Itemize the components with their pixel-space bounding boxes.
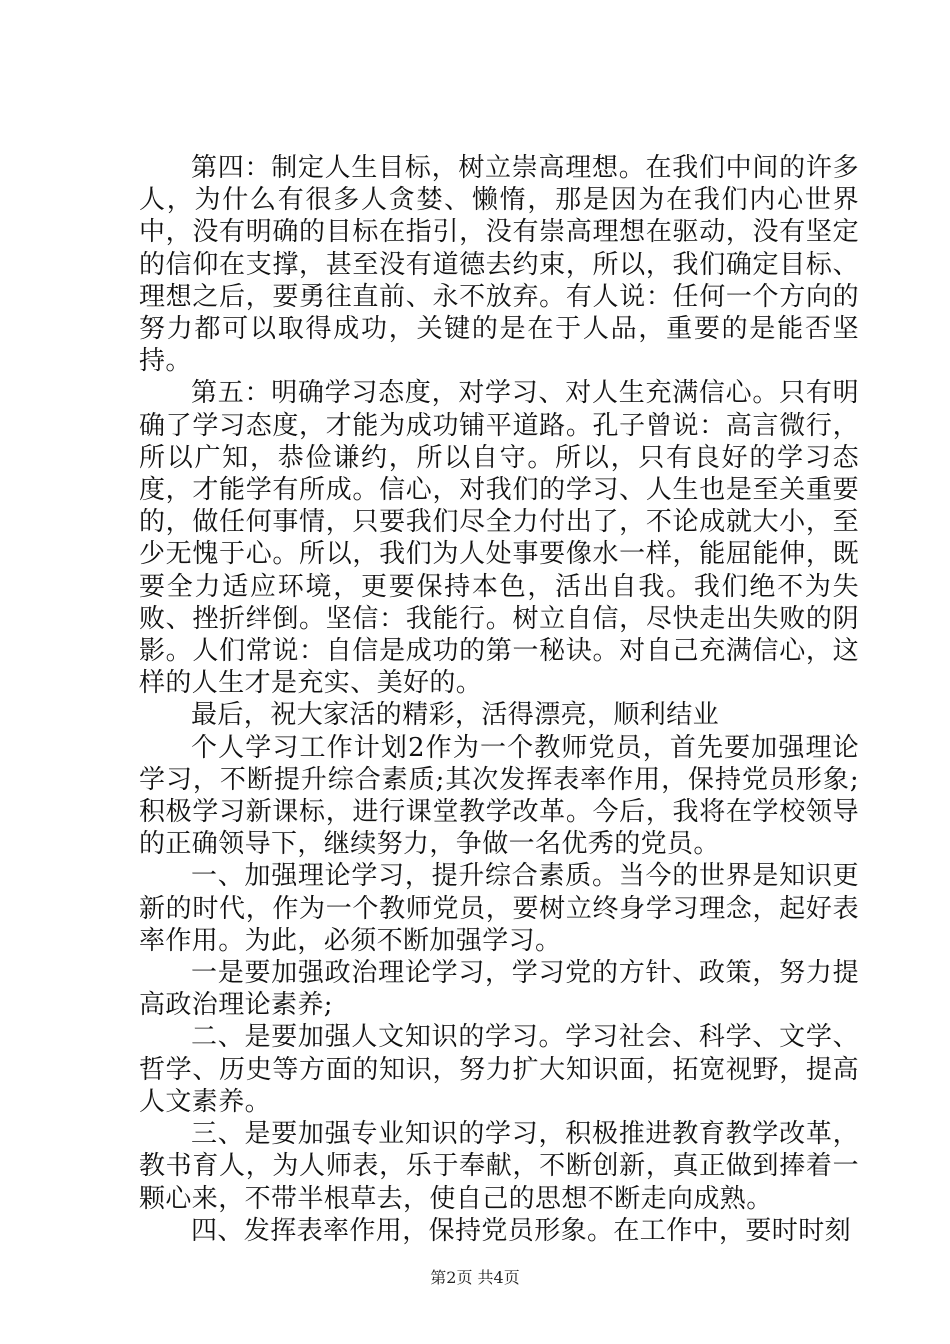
paragraph: 第四：制定人生目标，树立崇高理想。在我们中间的许多人，为什么有很多人贪婪、懒惰，那是因为在我们内心世界中，没有明确的目标在指引，没有崇高理想在驱动，没有坚定的信仰在支撑，甚至没有道德去约束，所以，我们确定目标、理想之后，要勇往直前、永不放弃。有人说：任何一个方向的努力都可以取得成功，关键的是在于人品，重要的是能否坚持。 xyxy=(139,153,859,377)
paragraph: 个人学习工作计划2作为一个教师党员，首先要加强理论学习，不断提升综合素质;其次发挥表率作用，保持党员形象;积极学习新课标，进行课堂教学改革。今后，我将在学校领导的正确领导下，继续努力，争做一名优秀的党员。 xyxy=(139,732,859,860)
page-number-footer: 第2页 共4页 xyxy=(430,1268,520,1287)
paragraph: 四、发挥表率作用，保持党员形象。在工作中，要时时刻 xyxy=(191,1215,852,1246)
paragraph: 二、是要加强人文知识的学习。学习社会、科学、文学、哲学、历史等方面的知识，努力扩大知识面，拓宽视野，提高人文素养。 xyxy=(139,1022,859,1117)
paragraph: 一、加强理论学习，提升综合素质。当今的世界是知识更新的时代，作为一个教师党员，要树立终身学习理念，起好表率作用。为此，必须不断加强学习。 xyxy=(139,861,859,956)
paragraph: 三、是要加强专业知识的学习，积极推进教育教学改革，教书育人，为人师表，乐于奉献，不断创新，真正做到捧着一颗心来，不带半根草去，使自己的思想不断走向成熟。 xyxy=(139,1119,859,1214)
paragraph: 第五：明确学习态度，对学习、对人生充满信心。只有明确了学习态度，才能为成功铺平道路。孔子曾说：高言微行，所以广知，恭俭谦约，所以自守。所以，只有良好的学习态度，才能学有所成。信心，对我们的学习、人生也是至关重要的，做任何事情，只要我们尽全力付出了，不论成就大小，至少无愧于心。所以，我们为人处事要像水一样，能屈能伸，既要全力适应环境，更要保持本色，活出自我。我们绝不为失败、挫折绊倒。坚信：我能行。树立自信，尽快走出失败的阴影。人们常说：自信是成功的第一秘诀。对自己充满信心，这样的人生才是充实、美好的。 xyxy=(139,378,859,699)
paragraph: 最后，祝大家活的精彩，活得漂亮，顺利结业 xyxy=(191,700,720,731)
document-body xyxy=(139,152,859,1247)
paragraph: 一是要加强政治理论学习，学习党的方针、政策，努力提高政治理论素养; xyxy=(139,958,859,1021)
